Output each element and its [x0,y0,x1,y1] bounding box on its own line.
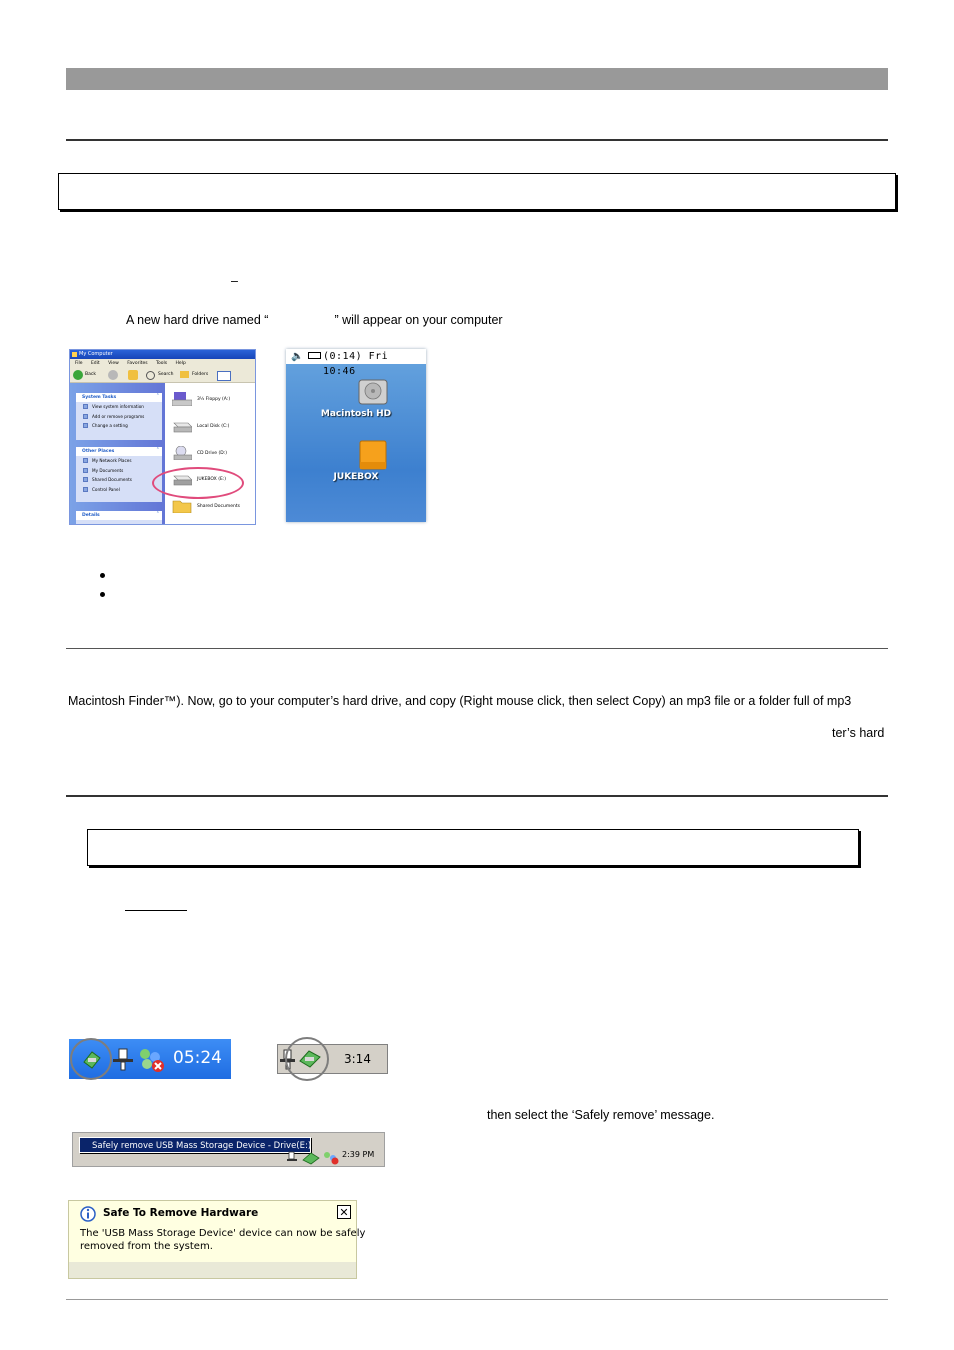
finder-copy-line: Macintosh Finder™). Now, go to your computer’s hard drive, and copy (Right mouse click, then select Copy) an mp3 file or a folder full of mp3 [68,694,852,708]
chevron-up-icon[interactable]: ˆ [156,448,159,454]
balloon-message-line-2: removed from the system. [80,1241,213,1252]
task-add-remove-programs[interactable]: Add or remove programs [76,412,162,422]
section-heading-box-2 [87,829,859,866]
folder-icon [172,499,192,513]
dash-mark: – [231,274,238,288]
menu-view[interactable]: View [108,361,119,366]
safely-remove-taskbar [72,1132,385,1167]
safely-remove-instruction: then select the ‘Safely remove’ message. [487,1108,715,1122]
mac-menubar [286,349,426,377]
system-tasks-header[interactable] [76,393,162,402]
folders-button[interactable]: Folders [192,372,209,377]
taskbar-clock[interactable]: 2:39 PM [342,1150,375,1159]
details-header[interactable] [76,511,162,520]
icon-highlight-ring [285,1037,329,1081]
views-icon[interactable] [217,371,231,381]
network-icon[interactable] [111,1047,135,1071]
icon-highlight-ring [70,1038,112,1080]
info-icon [80,1206,96,1222]
my-computer-window [69,349,256,525]
window-titlebar [70,350,255,359]
cd-drive-icon [172,446,192,460]
computer-icon [72,352,77,357]
task-pane [70,383,165,524]
details-heading: Details [82,513,100,518]
jukebox-highlight-ring [152,467,244,499]
balloon-footer [69,1262,356,1278]
classic-clock[interactable]: 3:14 [344,1052,371,1066]
safely-remove-menu-item[interactable]: Safely remove USB Mass Storage Device - Drive(E:) [79,1137,311,1153]
place-shared-documents[interactable]: Shared Documents [76,475,162,485]
bullet-1 [100,573,105,578]
up-folder-icon[interactable] [128,370,138,380]
back-arrow-icon[interactable] [73,370,83,380]
hard-disk-icon [172,419,192,433]
place-control-panel[interactable]: Control Panel [76,485,162,495]
shared-documents-folder[interactable] [170,496,255,518]
safe-to-remove-balloon [68,1200,366,1279]
close-icon[interactable]: ✕ [337,1205,351,1219]
drive-label: Shared Documents [197,504,240,509]
floppy-drive-icon [172,392,192,406]
tray-icons[interactable] [283,1149,341,1165]
new-drive-line [126,313,503,328]
mac-menubar-status: (0:14) Fri 10:46 [323,351,389,377]
place-my-network[interactable]: My Network Places [76,456,162,466]
place-my-documents[interactable]: My Documents [76,466,162,476]
menu-favorites[interactable]: Favorites [127,361,148,366]
section-rule-2 [66,648,888,649]
menu-tools[interactable]: Tools [156,361,168,366]
window-toolbar [70,368,255,383]
other-places-header[interactable] [76,447,162,456]
drive-label: Local Disk (C:) [197,424,230,429]
drive-cd[interactable] [170,443,255,465]
menu-help[interactable]: Help [175,361,186,366]
task-view-system-info[interactable]: View system information [76,402,162,412]
menu-file[interactable]: File [75,361,83,366]
folders-icon[interactable] [180,371,189,378]
back-button[interactable]: Back [85,372,96,377]
drive-local-disk[interactable] [170,416,255,438]
jukebox-drive-icon[interactable] [359,440,387,470]
other-places-heading: Other Places [82,449,115,454]
window-title: My Computer [79,351,113,357]
drive-label: 3½ Floppy (A:) [197,397,231,402]
new-drive-line-end: ” will appear on your computer [334,313,503,327]
jukebox-label: JUKEBOX [333,472,379,482]
system-tasks-heading: System Tasks [82,395,117,400]
forward-arrow-icon[interactable] [108,370,118,380]
drives-list [165,383,255,524]
balloon-message-line-1: The 'USB Mass Storage Device' device can now be safely [80,1228,366,1239]
drive-label: JUKEBOX (E:) [197,477,227,482]
speaker-icon[interactable]: 🔈 [291,351,304,362]
menu-edit[interactable]: Edit [90,361,100,366]
balloon-message [80,1227,365,1253]
section-rule-3 [66,795,888,797]
section-rule-1 [66,139,888,141]
header-bar [66,68,888,90]
xp-clock[interactable]: 05:24 [173,1048,222,1068]
system-tasks-panel [76,393,162,440]
balloon-title: Safe To Remove Hardware [103,1207,259,1219]
new-drive-line-start: A new hard drive named “ [126,313,269,327]
search-button[interactable]: Search [158,372,174,377]
network-error-icon[interactable] [137,1047,165,1073]
hard-drive-fragment: ter’s hard [832,726,885,740]
xp-system-tray [69,1039,231,1079]
battery-icon[interactable] [308,352,321,359]
drive-label: CD Drive (D:) [197,451,227,456]
bullet-2 [100,592,105,597]
other-places-panel [76,447,162,502]
mac-desktop [286,349,426,522]
search-icon[interactable] [146,371,155,380]
drive-floppy[interactable] [170,389,255,411]
macintosh-hd-label: Macintosh HD [320,409,392,419]
details-panel [76,511,162,524]
chevron-up-icon[interactable]: ˆ [156,394,159,400]
footer-rule [66,1299,888,1300]
section-heading-box-1 [58,173,896,210]
chevron-up-icon[interactable]: ˆ [156,512,159,518]
macintosh-hd-icon[interactable] [358,376,388,406]
classic-system-tray [277,1044,388,1074]
task-change-setting[interactable]: Change a setting [76,421,162,431]
underline-mark [125,910,187,911]
window-menubar [70,359,255,368]
